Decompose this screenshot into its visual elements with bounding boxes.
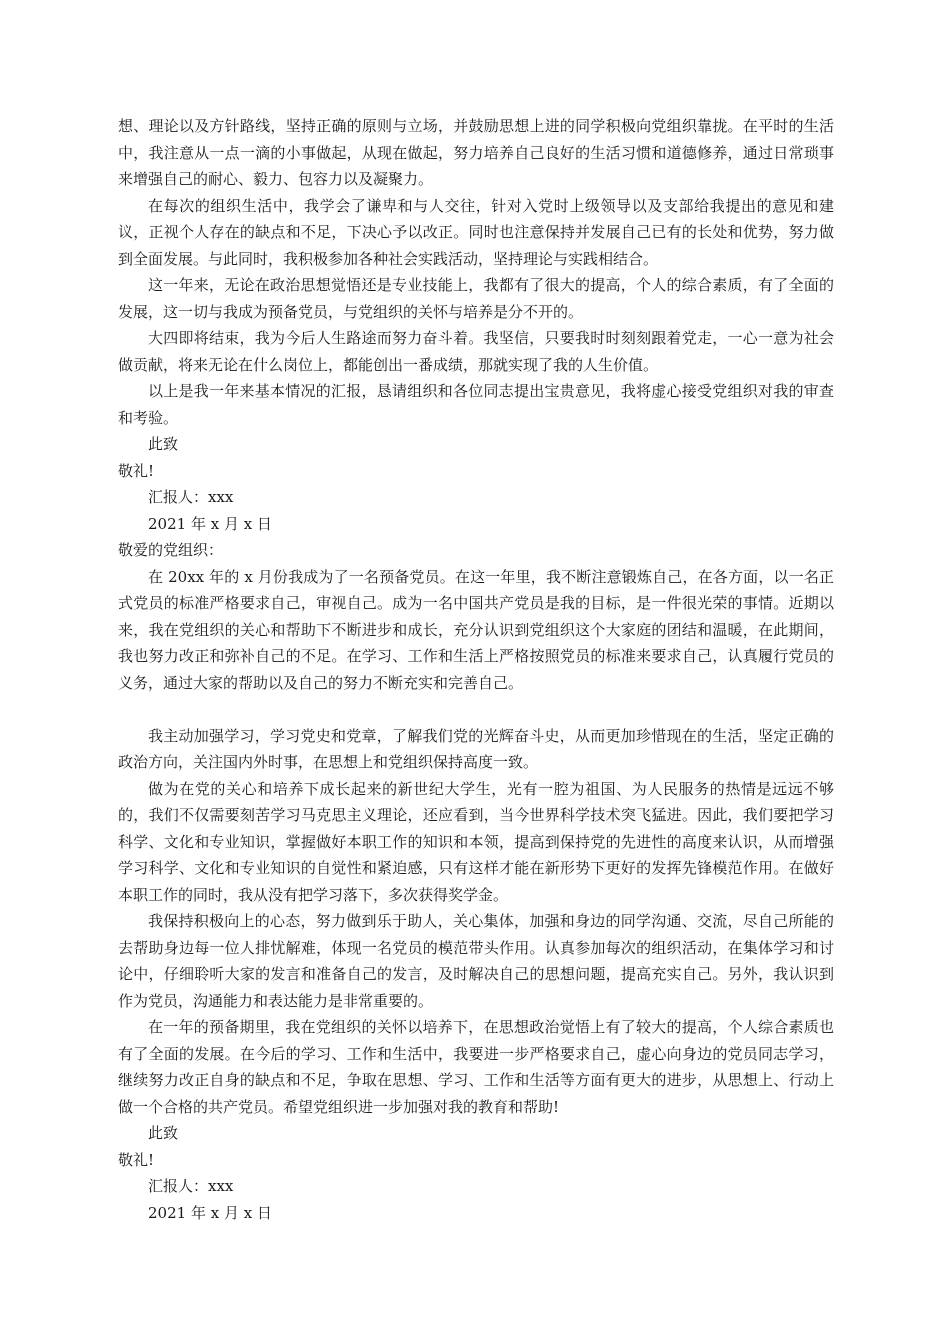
greeting: 敬爱的党组织： — [118, 541, 224, 559]
body-paragraph: 在每次的组织生活中，我学会了谦卑和与人交往，针对入党时上级领导以及支部给我提出的意见和建议，正视个人存在的缺点和不足，下决心予以改正。同时也注意保持并发展自己已有的长处和优势，努力做到全面发展。与此同时，我积极参加各种社会实践活动，坚持理论与实践相结合。 — [118, 196, 834, 268]
report-date: 2021 年 x 月 x 日 — [148, 514, 272, 533]
body-paragraph: 想、理论以及方针路线，坚持正确的原则与立场，并鼓励思想上进的同学积极向党组织靠拢。在平时的生活中，我注意从一点一滴的小事做起，从现在做起，努力培养自己良好的生活习惯和道德修养，通过日常琐事来增强自己的耐心、毅力、包容力以及凝聚力。 — [118, 117, 834, 188]
body-paragraph: 在一年的预备期里，我在党组织的关怀以培养下，在思想政治觉悟上有了较大的提高，个人综合素质也有了全面的发展。在今后的学习、工作和生活中，我要进一步严格要求自己，虚心向身边的党员同志学习，继续努力改正自身的缺点和不足，争取在思想、学习、工作和生活等方面有更大的进步，从思想上、行动上做一个合格的共产党员。希望党组织进一步加强对我的教育和帮助! — [118, 1018, 834, 1116]
reporter-signature: 汇报人：xxx — [148, 488, 234, 506]
body-paragraph: 我主动加强学习，学习党史和党章，了解我们党的光辉奋斗史，从而更加珍惜现在的生活，坚定正确的政治方向，关注国内外时事，在思想上和党组织保持高度一致。 — [118, 726, 834, 771]
reporter-signature: 汇报人：xxx — [148, 1177, 234, 1195]
body-paragraph: 做为在党的关心和培养下成长起来的新世纪大学生，光有一腔为祖国、为人民服务的热情是远远不够的，我们不仅需要刻苦学习马克思主义理论，还应看到，当今世界科学技术突飞猛进。因此，我们要把学习科学、文化和专业知识，掌握做好本职工作的知识和本领，提高到保持党的先进性的高度来认识，从而增强学习科学、文化和专业知识的自觉性和紧迫感，只有这样才能在新形势下更好的发挥先锋模范作用。在做好本职工作的同时，我从没有把学习落下，多次获得奖学金。 — [118, 779, 834, 904]
salutation: 敬礼! — [118, 461, 155, 480]
body-paragraph: 这一年来，无论在政治思想觉悟还是专业技能上，我都有了很大的提高，个人的综合素质，有了全面的发展，这一切与我成为预备党员，与党组织的关怀与培养是分不开的。 — [118, 276, 834, 321]
paragraph-gap — [118, 696, 834, 723]
closing-phrase: 此致 — [148, 1124, 179, 1142]
body-paragraph: 大四即将结束，我为今后人生路途而努力奋斗着。我坚信，只要我时时刻刻跟着党走，一心一意为社会做贡献，将来无论在什么岗位上，都能创出一番成绩，那就实现了我的人生价值。 — [118, 329, 834, 374]
body-paragraph: 以上是我一年来基本情况的汇报，恳请组织和各位同志提出宝贵意见，我将虚心接受党组织对我的审查和考验。 — [118, 382, 834, 427]
document-page — [118, 113, 834, 1226]
closing-phrase: 此致 — [148, 435, 179, 453]
report-date: 2021 年 x 月 x 日 — [148, 1203, 272, 1222]
body-paragraph: 我保持积极向上的心态，努力做到乐于助人，关心集体，加强和身边的同学沟通、交流，尽自己所能的去帮助身边每一位人排忧解难，体现一名党员的模范带头作用。认真参加每次的组织活动，在集体学习和讨论中，仔细聆听大家的发言和准备自己的发言，及时解决自己的思想问题，提高充实自己。另外，我认识到作为党员，沟通能力和表达能力是非常重要的。 — [118, 912, 834, 1010]
salutation: 敬礼! — [118, 1150, 155, 1169]
body-paragraph: 在 20xx 年的 x 月份我成为了一名预备党员。在这一年里，我不断注意锻炼自己，在各方面，以一名正式党员的标准严格要求自己，审视自己。成为一名中国共产党员是我的目标，是一件很光荣的事情。近期以来，我在党组织的关心和帮助下不断进步和成长，充分认识到党组织这个大家庭的团结和温暖，在此期间，我也努力改正和弥补自己的不足。在学习、工作和生活上严格按照党员的标准来要求自己，认真履行党员的义务，通过大家的帮助以及自己的努力不断充实和完善自己。 — [118, 567, 834, 692]
